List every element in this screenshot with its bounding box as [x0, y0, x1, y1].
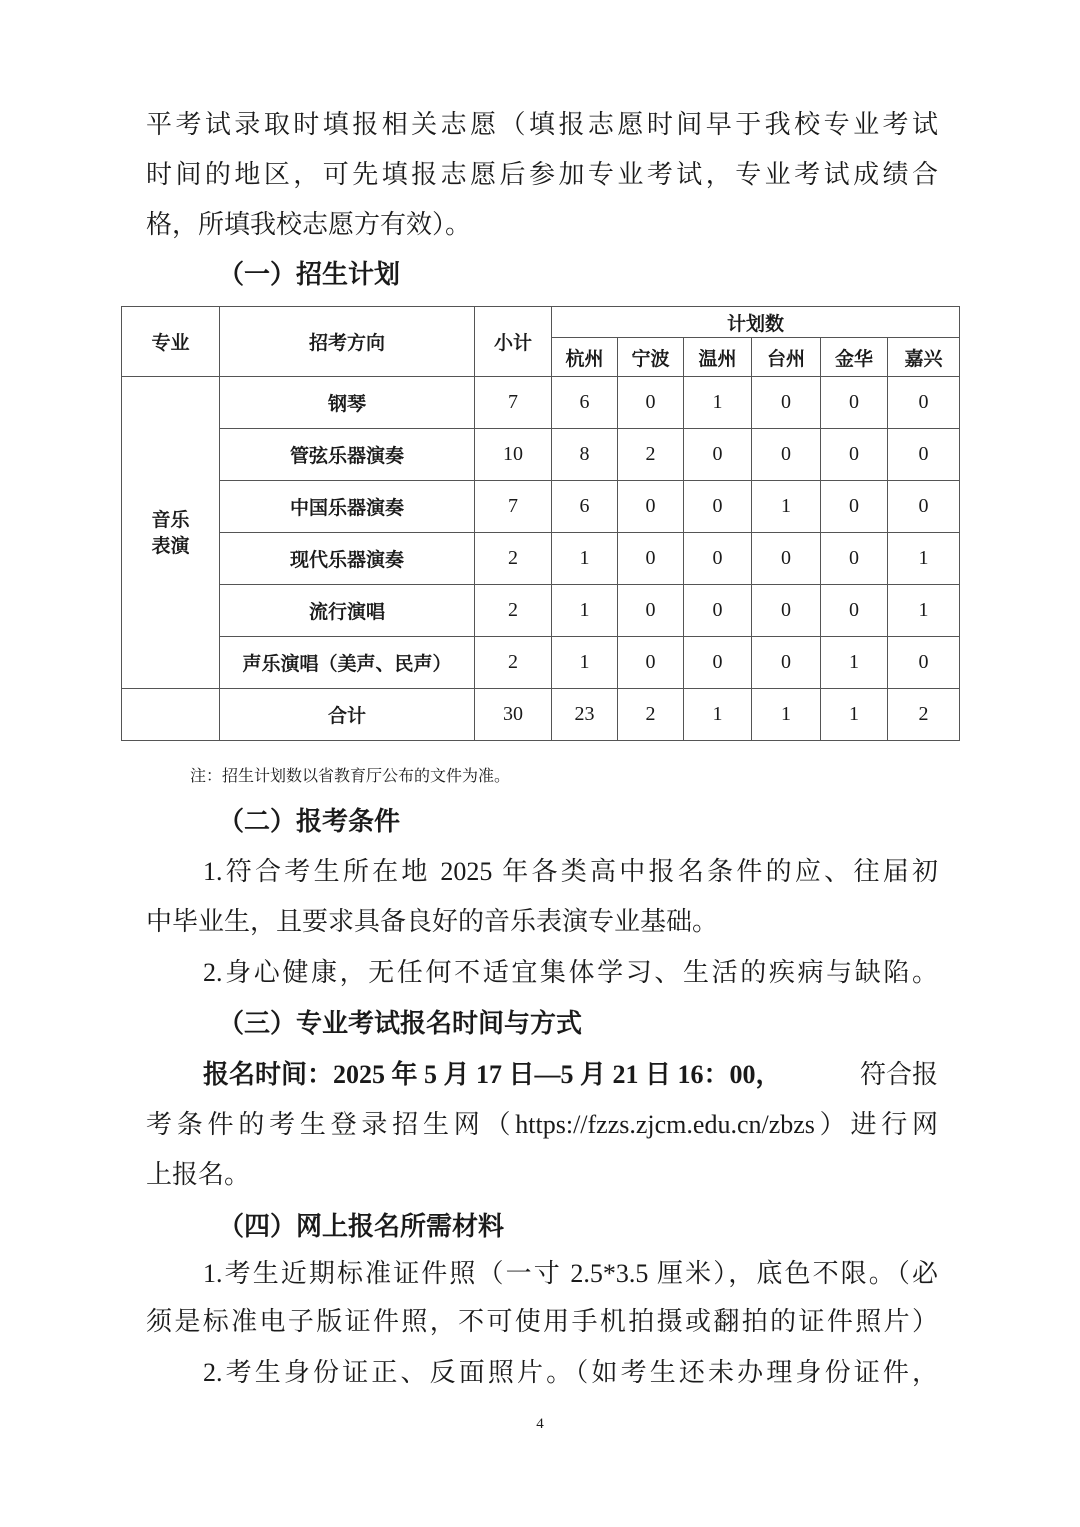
city-count-cell: 6	[552, 481, 618, 533]
registration-line-1	[203, 1059, 938, 1091]
city-count-cell: 1	[888, 533, 960, 585]
city-count-cell: 0	[752, 533, 821, 585]
city-count-cell: 1	[552, 637, 618, 689]
city-count-cell: 6	[552, 377, 618, 429]
city-count-cell: 0	[821, 377, 888, 429]
direction-cell: 合计	[220, 689, 475, 741]
city-count-cell: 0	[684, 429, 752, 481]
table-row	[122, 377, 960, 429]
city-count-cell: 0	[684, 585, 752, 637]
direction-cell: 流行演唱	[220, 585, 475, 637]
table-row	[122, 481, 960, 533]
major-cell	[122, 377, 220, 689]
registration-text: 符合报	[859, 1060, 938, 1089]
city-count-cell: 1	[821, 689, 888, 741]
city-count-cell: 0	[618, 533, 684, 585]
city-count-cell: 23	[552, 689, 618, 741]
major-name-line: 表演	[151, 534, 190, 557]
city-count-cell: 0	[821, 481, 888, 533]
registration-line-3: 上报名。	[146, 1160, 251, 1189]
header-city: 金华	[821, 338, 888, 377]
direction-cell: 管弦乐器演奏	[220, 429, 475, 481]
subtotal-cell: 30	[475, 689, 552, 741]
header-city: 杭州	[552, 338, 618, 377]
city-count-cell: 0	[888, 637, 960, 689]
header-major: 专业	[122, 307, 220, 377]
material-1-line-1: 1.考生近期标准证件照（一寸 2.5*3.5 厘米），底色不限。（必	[203, 1259, 938, 1288]
header-city: 宁波	[618, 338, 684, 377]
table-row	[122, 637, 960, 689]
condition-2: 2.身心健康，无任何不适宜集体学习、生活的疾病与缺陷。	[203, 958, 938, 987]
major-name-line: 音乐	[151, 508, 190, 531]
city-count-cell: 1	[552, 533, 618, 585]
subtotal-cell: 2	[475, 637, 552, 689]
registration-time: 报名时间：2025 年 5 月 17 日—5 月 21 日 16：00，	[203, 1060, 782, 1089]
city-count-cell: 0	[618, 637, 684, 689]
city-count-cell: 1	[684, 377, 752, 429]
city-count-cell: 0	[618, 481, 684, 533]
city-count-cell: 0	[618, 585, 684, 637]
city-count-cell: 0	[821, 533, 888, 585]
section-heading-plan: （一）招生计划	[218, 260, 401, 289]
city-count-cell: 0	[821, 429, 888, 481]
city-count-cell: 0	[752, 637, 821, 689]
city-count-cell: 1	[752, 689, 821, 741]
intro-line-2: 时间的地区，可先填报志愿后参加专业考试，专业考试成绩合	[146, 160, 938, 189]
direction-cell: 中国乐器演奏	[220, 481, 475, 533]
city-count-cell: 2	[618, 429, 684, 481]
header-plan: 计划数	[552, 307, 960, 338]
page-number: 4	[536, 1416, 544, 1432]
table-row	[122, 689, 960, 741]
table-note: 注：招生计划数以省教育厅公布的文件为准。	[190, 766, 511, 785]
table-row	[122, 429, 960, 481]
direction-cell: 现代乐器演奏	[220, 533, 475, 585]
city-count-cell: 1	[821, 637, 888, 689]
header-city: 台州	[752, 338, 821, 377]
subtotal-cell: 10	[475, 429, 552, 481]
header-direction: 招考方向	[220, 307, 475, 377]
city-count-cell: 0	[888, 429, 960, 481]
city-count-cell: 0	[684, 637, 752, 689]
city-count-cell: 1	[888, 585, 960, 637]
city-count-cell: 0	[752, 585, 821, 637]
intro-line-1: 平考试录取时填报相关志愿（填报志愿时间早于我校专业考试	[146, 110, 938, 139]
subtotal-cell: 2	[475, 585, 552, 637]
city-count-cell: 0	[618, 377, 684, 429]
material-2: 2.考生身份证正、反面照片。（如考生还未办理身份证件，	[203, 1358, 938, 1387]
city-count-cell: 1	[684, 689, 752, 741]
city-count-cell: 1	[552, 585, 618, 637]
subtotal-cell: 7	[475, 377, 552, 429]
table-row	[122, 585, 960, 637]
subtotal-cell: 7	[475, 481, 552, 533]
section-heading-registration: （三）专业考试报名时间与方式	[218, 1009, 583, 1038]
city-count-cell: 1	[752, 481, 821, 533]
condition-1-line-2: 中毕业生，且要求具备良好的音乐表演专业基础。	[146, 907, 719, 936]
direction-cell: 钢琴	[220, 377, 475, 429]
registration-line-2: 考条件的考生登录招生网（https://fzzs.zjcm.edu.cn/zbzs）进行网	[146, 1110, 938, 1139]
material-1-line-2: 须是标准电子版证件照，不可使用手机拍摄或翻拍的证件照片）	[146, 1307, 938, 1336]
city-count-cell: 0	[821, 585, 888, 637]
city-count-cell: 2	[888, 689, 960, 741]
city-count-cell: 0	[888, 377, 960, 429]
section-heading-materials: （四）网上报名所需材料	[218, 1212, 505, 1241]
condition-1-line-1: 1.符合考生所在地 2025 年各类高中报名条件的应、往届初	[203, 857, 938, 886]
direction-cell: 声乐演唱（美声、民声）	[220, 637, 475, 689]
city-count-cell: 0	[888, 481, 960, 533]
city-count-cell: 8	[552, 429, 618, 481]
city-count-cell: 0	[752, 377, 821, 429]
intro-line-3: 格，所填我校志愿方有效）。	[146, 210, 472, 239]
section-heading-conditions: （二）报考条件	[218, 807, 401, 836]
city-count-cell: 2	[618, 689, 684, 741]
city-count-cell: 0	[684, 533, 752, 585]
major-cell-empty	[122, 689, 220, 741]
header-city: 嘉兴	[888, 338, 960, 377]
enrollment-plan-table	[121, 306, 960, 741]
header-subtotal: 小计	[475, 307, 552, 377]
city-count-cell: 0	[684, 481, 752, 533]
table-row	[122, 533, 960, 585]
city-count-cell: 0	[752, 429, 821, 481]
subtotal-cell: 2	[475, 533, 552, 585]
header-city: 温州	[684, 338, 752, 377]
